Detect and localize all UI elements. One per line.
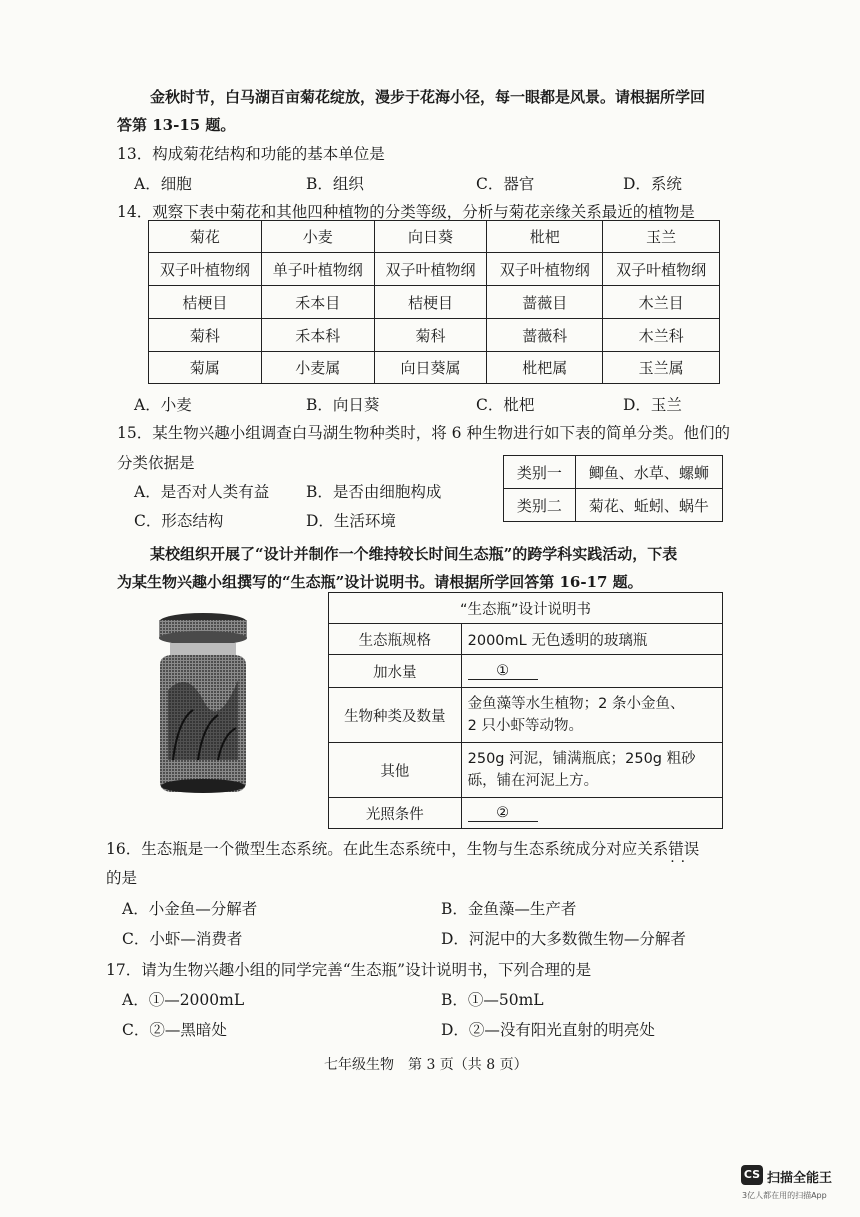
ecobottle-jar-image	[148, 610, 258, 805]
table-row	[149, 352, 720, 384]
table-row	[149, 286, 720, 319]
q14-option-a: A．小麦	[134, 396, 192, 414]
table-cell: 向日葵属	[374, 352, 487, 384]
table-cell: 蔷薇目	[487, 286, 603, 319]
table-cell: 单子叶植物纲	[261, 253, 374, 286]
table-row	[329, 798, 723, 829]
table-cell: 类别二	[504, 489, 576, 522]
intro2-paragraph-line2: 为某生物兴趣小组撰写的“生态瓶”设计说明书。请根据所学回答第 16-17 题。	[117, 573, 643, 591]
q17-option-a: A．①—2000mL	[122, 991, 245, 1009]
row-value	[461, 743, 722, 798]
q16-option-a: A．小金鱼—分解者	[122, 900, 258, 918]
table-cell: 菊科	[149, 319, 262, 352]
table-cell: 桔梗目	[374, 286, 487, 319]
table-row	[149, 253, 720, 286]
table-cell: 双子叶植物纲	[603, 253, 720, 286]
row-value-line: 砾，铺在河泥上方。	[467, 773, 599, 789]
q14-option-b: B．向日葵	[306, 396, 380, 414]
row-value-line: 2 只小虾等动物。	[467, 718, 583, 734]
table-cell: 小麦属	[261, 352, 374, 384]
question-17-stem: 17．请为生物兴趣小组的同学完善“生态瓶”设计说明书，下列合理的是	[106, 961, 592, 979]
table-cell: 双子叶植物纲	[149, 253, 262, 286]
q16-option-d: D．河泥中的大多数微生物—分解者	[441, 930, 686, 948]
question-13-stem: 13．构成菊花结构和功能的基本单位是	[117, 145, 385, 163]
table-row	[149, 319, 720, 352]
row-label: 生物种类及数量	[329, 688, 462, 743]
q15-option-d: D．生活环境	[306, 512, 396, 530]
table-row	[329, 655, 723, 688]
table-cell: 双子叶植物纲	[487, 253, 603, 286]
table-cell: 菊花、蚯蚓、蜗牛	[575, 489, 722, 522]
row-value-line: 金鱼藻等水生植物；2 条小金鱼、	[467, 696, 685, 712]
table-row	[329, 743, 723, 798]
table-row	[504, 456, 723, 489]
q15-option-c: C．形态结构	[134, 512, 224, 530]
table-cell: 双子叶植物纲	[374, 253, 487, 286]
intro2-paragraph-line1: 某校组织开展了“设计并制作一个维持较长时间生态瓶”的跨学科实践活动，下表	[150, 545, 678, 563]
q15-option-b: B．是否由细胞构成	[306, 483, 442, 501]
page-footer: 七年级生物 第 3 页（共 8 页）	[324, 1057, 528, 1073]
table-row	[149, 221, 720, 253]
q14-option-d: D．玉兰	[623, 396, 682, 414]
table-cell: 禾本科	[261, 319, 374, 352]
camscanner-logo-icon: CS	[741, 1165, 763, 1185]
q16-stem-text: 16．生态瓶是一个微型生态系统。在此生态系统中，生物与生态系统成分对应关系	[106, 840, 669, 858]
table-cell: 木兰目	[603, 286, 720, 319]
question-14-stem: 14．观察下表中菊花和其他四种植物的分类等级，分析与菊花亲缘关系最近的植物是	[117, 203, 695, 221]
q13-option-a: A．细胞	[134, 175, 192, 193]
question-16-stem-line2: 的是	[106, 869, 138, 887]
table-cell: 菊科	[374, 319, 487, 352]
table-cell: 枇杷	[487, 221, 603, 253]
table-cell: 鲫鱼、水草、螺蛳	[575, 456, 722, 489]
q14-option-c: C．枇杷	[476, 396, 535, 414]
q16-option-b: B．金鱼藻—生产者	[441, 900, 577, 918]
table-cell: 菊属	[149, 352, 262, 384]
design-spec-table	[328, 592, 723, 829]
blank-1: ①	[468, 663, 538, 680]
q17-option-c: C．②—黑暗处	[122, 1021, 227, 1039]
row-value	[461, 655, 722, 688]
table-row	[504, 489, 723, 522]
table-cell: 蔷薇科	[487, 319, 603, 352]
q13-option-c: C．器官	[476, 175, 535, 193]
row-value-line: 250g 河泥，铺满瓶底；250g 粗砂	[467, 751, 696, 767]
table-cell: 桔梗目	[149, 286, 262, 319]
q16-option-c: C．小虾—消费者	[122, 930, 243, 948]
classification-table	[148, 220, 720, 384]
row-label: 加水量	[329, 655, 462, 688]
question-15-stem-line2: 分类依据是	[117, 454, 195, 472]
blank-2: ②	[468, 805, 538, 822]
q13-option-b: B．组织	[306, 175, 364, 193]
q13-option-d: D．系统	[623, 175, 682, 193]
row-value	[461, 688, 722, 743]
table-cell: 玉兰	[603, 221, 720, 253]
intro-paragraph-line1: 金秋时节，白马湖百亩菊花绽放，漫步于花海小径，每一眼都是风景。请根据所学回	[150, 88, 706, 106]
row-label: 生态瓶规格	[329, 624, 462, 655]
table-cell: 向日葵	[374, 221, 487, 253]
q16-emphasis-word: 错误 ··	[668, 840, 699, 858]
table-cell: 枇杷属	[487, 352, 603, 384]
watermark-app-name: 扫描全能王	[767, 1171, 833, 1186]
row-value	[461, 798, 722, 829]
table-cell: 禾本目	[261, 286, 374, 319]
table-cell: 类别一	[504, 456, 576, 489]
category-table	[503, 455, 723, 522]
row-value: 2000mL 无色透明的玻璃瓶	[461, 624, 722, 655]
watermark-tagline: 3亿人都在用的扫描App	[742, 1191, 827, 1200]
table-cell: 小麦	[261, 221, 374, 253]
table-row	[329, 688, 723, 743]
q17-option-b: B．①—50mL	[441, 991, 544, 1009]
table-cell: 木兰科	[603, 319, 720, 352]
q17-option-d: D．②—没有阳光直射的明亮处	[441, 1021, 655, 1039]
q15-option-a: A．是否对人类有益	[134, 483, 270, 501]
row-label: 光照条件	[329, 798, 462, 829]
row-label: 其他	[329, 743, 462, 798]
design-table-title: “生态瓶”设计说明书	[329, 593, 723, 624]
table-cell: 玉兰属	[603, 352, 720, 384]
question-16-stem-line1	[106, 837, 699, 859]
table-row	[329, 624, 723, 655]
table-cell: 菊花	[149, 221, 262, 253]
intro-paragraph-line2: 答第 13-15 题。	[117, 116, 236, 134]
table-row	[329, 593, 723, 624]
question-15-stem-line1: 15．某生物兴趣小组调查白马湖生物种类时，将 6 种生物进行如下表的简单分类。他们的	[117, 424, 730, 442]
